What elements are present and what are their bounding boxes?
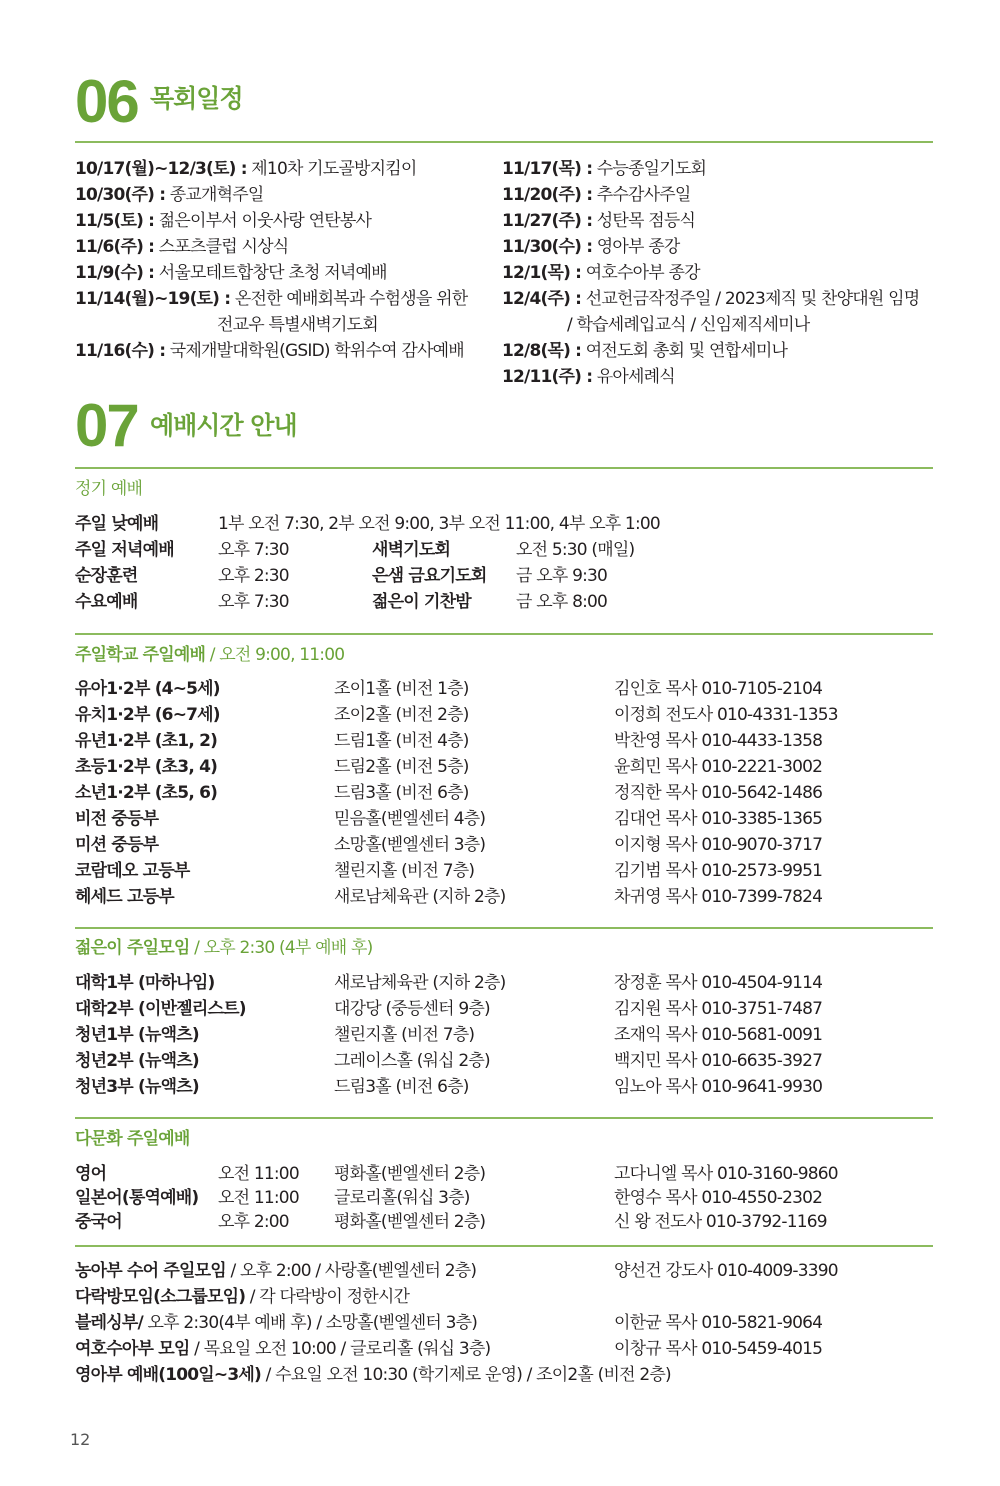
other-gathering-contact: 이한균 목사 010-5821-9064 — [614, 1313, 823, 1333]
table-row-place: 챌린지홀 (비전 7층) — [334, 1025, 475, 1045]
schedule-event: 전교우 특별새벽기도회 — [217, 315, 378, 335]
other-gathering-name: 여호수아부 모임 — [75, 1339, 190, 1359]
schedule-event: 수능종일기도회 — [592, 159, 707, 179]
schedule-date: 11/27(주) : — [502, 211, 593, 231]
regular-service-time: 오전 5:30 (매일) — [516, 540, 635, 560]
schedule-date: 11/5(토) : — [75, 211, 155, 231]
multicultural-heading-title: 다문화 주일예배 — [75, 1129, 190, 1149]
section-07-number: 07 — [75, 392, 138, 459]
schedule-date: 11/14(월)~19(토) : — [75, 289, 231, 309]
multicultural-language: 일본어(통역예배) — [75, 1188, 199, 1208]
schedule-item — [75, 338, 464, 364]
sunday-school-heading-time: / 오전 9:00, 11:00 — [205, 645, 345, 665]
regular-service-name: 수요예배 — [75, 592, 138, 612]
multicultural-place: 평화홀(벧엘센터 2층) — [334, 1212, 486, 1232]
table-row-place: 새로남체육관 (지하 2층) — [334, 973, 506, 993]
sunday-school-heading-title: 주일학교 주일예배 — [75, 645, 206, 665]
other-gathering-item — [75, 1312, 477, 1334]
multicultural-contact: 고다니엘 목사 010-3160-9860 — [614, 1164, 838, 1184]
other-gathering-name: 다락방모임(소그룹모임) — [75, 1287, 246, 1307]
table-row-contact: 조재익 목사 010-5681-0091 — [614, 1025, 823, 1045]
other-gathering-item — [75, 1286, 409, 1308]
regular-row1-value: 1부 오전 7:30, 2부 오전 9:00, 3부 오전 11:00, 4부 오후 1:00 — [218, 514, 660, 534]
regular-row1-label: 주일 낮예배 — [75, 514, 159, 534]
table-row-group: 소년1·2부 (초5, 6) — [75, 783, 218, 803]
table-row-place: 그레이스홀 (워십 2층) — [334, 1051, 490, 1071]
schedule-event: 종교개혁주일 — [165, 185, 264, 205]
table-row-group: 청년3부 (뉴액츠) — [75, 1077, 199, 1097]
regular-service-name: 순장훈련 — [75, 566, 138, 586]
schedule-event: 유아세례식 — [592, 367, 675, 387]
regular-service-time: 오후 7:30 — [218, 592, 289, 612]
schedule-date: 10/17(월)~12/3(토) : — [75, 159, 247, 179]
regular-service-name: 은샘 금요기도회 — [372, 566, 487, 586]
regular-service-time: 금 오후 9:30 — [516, 566, 608, 586]
schedule-event: 국제개발대학원(GSID) 학위수여 감사예배 — [165, 341, 464, 361]
multicultural-time: 오전 11:00 — [218, 1164, 299, 1184]
table-row-group: 초등1·2부 (초3, 4) — [75, 757, 218, 777]
schedule-item — [567, 312, 809, 338]
table-row-place: 대강당 (중등센터 9층) — [334, 999, 490, 1019]
table-row-group: 유아1·2부 (4~5세) — [75, 679, 220, 699]
sunday-school-rule — [75, 927, 933, 929]
table-row-group: 대학1부 (마하나임) — [75, 973, 215, 993]
schedule-item — [502, 234, 680, 260]
table-row-contact: 백지민 목사 010-6635-3927 — [614, 1051, 823, 1071]
table-row-group: 헤세드 고등부 — [75, 887, 174, 907]
sunday-school-heading — [75, 644, 344, 666]
multicultural-contact: 한영수 목사 010-4550-2302 — [614, 1188, 823, 1208]
regular-service-time: 오후 7:30 — [218, 540, 289, 560]
multicultural-time: 오전 11:00 — [218, 1188, 299, 1208]
other-gathering-item — [75, 1364, 671, 1386]
other-gathering-detail: / 각 다락방이 정한시간 — [245, 1287, 410, 1307]
youth-heading-time: / 오후 2:30 (4부 예배 후) — [189, 938, 373, 958]
table-row-contact: 박찬영 목사 010-4433-1358 — [614, 731, 823, 751]
table-row-contact: 김기범 목사 010-2573-9951 — [614, 861, 823, 881]
regular-service-time: 오후 2:30 — [218, 566, 289, 586]
table-row-contact: 이정희 전도사 010-4331-1353 — [614, 705, 838, 725]
multicultural-language: 중국어 — [75, 1212, 122, 1232]
section-06-title: 목회일정 — [150, 84, 243, 113]
table-row-contact: 임노아 목사 010-9641-9930 — [614, 1077, 823, 1097]
regular-service-name: 새벽기도회 — [372, 540, 451, 560]
table-row-contact: 김인호 목사 010-7105-2104 — [614, 679, 823, 699]
schedule-event: / 학습세례입교식 / 신임제직세미나 — [567, 315, 810, 335]
table-row-group: 유년1·2부 (초1, 2) — [75, 731, 218, 751]
table-row-place: 소망홀(벧엘센터 3층) — [334, 835, 486, 855]
schedule-date: 12/1(목) : — [502, 263, 582, 283]
table-row-group: 대학2부 (이반젤리스트) — [75, 999, 246, 1019]
schedule-date: 11/17(목) : — [502, 159, 593, 179]
table-row-group: 비전 중등부 — [75, 809, 159, 829]
schedule-date: 12/8(목) : — [502, 341, 582, 361]
section-06-number: 06 — [75, 68, 138, 135]
schedule-date: 11/6(주) : — [75, 237, 155, 257]
table-row-contact: 장정훈 목사 010-4504-9114 — [614, 973, 823, 993]
schedule-event: 선교헌금작정주일 / 2023제직 및 찬양대원 임명 — [581, 289, 920, 309]
schedule-item — [502, 208, 695, 234]
table-row-place: 드림3홀 (비전 6층) — [334, 783, 469, 803]
schedule-event: 온전한 예배회복과 수험생을 위한 — [230, 289, 468, 309]
table-row-contact: 김대언 목사 010-3385-1365 — [614, 809, 823, 829]
schedule-item — [502, 182, 691, 208]
table-row-contact: 윤희민 목사 010-2221-3002 — [614, 757, 823, 777]
schedule-item — [75, 156, 417, 182]
section-06-rule — [75, 141, 933, 143]
schedule-event: 제10차 기도골방지킴이 — [246, 159, 417, 179]
schedule-item — [75, 260, 387, 286]
multicultural-time: 오후 2:00 — [218, 1212, 289, 1232]
multicultural-rule — [75, 1245, 933, 1247]
other-gathering-item — [75, 1260, 476, 1282]
schedule-item — [502, 364, 675, 390]
other-gathering-name: 농아부 수어 주일모임 — [75, 1261, 226, 1281]
schedule-event: 젊은이부서 이웃사랑 연탄봉사 — [154, 211, 372, 231]
schedule-event: 서울모테트합창단 초청 저녁예배 — [154, 263, 387, 283]
schedule-event: 성탄목 점등식 — [592, 211, 696, 231]
table-row-group: 청년2부 (뉴액츠) — [75, 1051, 199, 1071]
table-row-place: 조이2홀 (비전 2층) — [334, 705, 469, 725]
schedule-item — [502, 338, 787, 364]
table-row-contact: 이지형 목사 010-9070-3717 — [614, 835, 823, 855]
regular-worship-heading: 정기 예배 — [75, 479, 143, 499]
regular-service-name: 주일 저녁예배 — [75, 540, 174, 560]
table-row-group: 미션 중등부 — [75, 835, 159, 855]
multicultural-language: 영어 — [75, 1164, 107, 1184]
schedule-date: 10/30(주) : — [75, 185, 166, 205]
other-gathering-detail: 오후 2:30(4부 예배 후) / 소망홀(벧엘센터 3층) — [142, 1313, 478, 1333]
schedule-item — [75, 234, 288, 260]
schedule-event: 스포츠클럽 시상식 — [154, 237, 289, 257]
table-row-place: 챌린지홀 (비전 7층) — [334, 861, 475, 881]
table-row-place: 드림1홀 (비전 4층) — [334, 731, 469, 751]
schedule-item — [75, 286, 467, 312]
regular-service-name: 젊은이 기찬밤 — [372, 592, 471, 612]
table-row-place: 새로남체육관 (지하 2층) — [334, 887, 506, 907]
table-row-place: 드림3홀 (비전 6층) — [334, 1077, 469, 1097]
multicultural-contact: 신 왕 전도사 010-3792-1169 — [614, 1212, 827, 1232]
schedule-date: 11/16(수) : — [75, 341, 166, 361]
schedule-item — [75, 208, 371, 234]
youth-heading — [75, 937, 372, 959]
other-gathering-contact: 이창규 목사 010-5459-4015 — [614, 1339, 823, 1359]
schedule-event: 여호수아부 종강 — [581, 263, 700, 283]
other-gathering-item — [75, 1338, 490, 1360]
other-gathering-contact: 양선건 강도사 010-4009-3390 — [614, 1261, 838, 1281]
multicultural-place: 평화홀(벧엘센터 2층) — [334, 1164, 486, 1184]
regular-service-time: 금 오후 8:00 — [516, 592, 608, 612]
schedule-item — [502, 156, 706, 182]
schedule-item — [217, 312, 378, 338]
section-07-rule — [75, 467, 933, 469]
table-row-contact: 김지원 목사 010-3751-7487 — [614, 999, 823, 1019]
table-row-contact: 정직한 목사 010-5642-1486 — [614, 783, 823, 803]
youth-heading-title: 젊은이 주일모임 — [75, 938, 190, 958]
page-number: 12 — [70, 1430, 91, 1449]
multicultural-heading — [75, 1128, 189, 1150]
table-row-group: 청년1부 (뉴액츠) — [75, 1025, 199, 1045]
schedule-date: 11/20(주) : — [502, 185, 593, 205]
other-gathering-name: 영아부 예배(100일~3세) — [75, 1365, 261, 1385]
table-row-place: 조이1홀 (비전 1층) — [334, 679, 469, 699]
table-row-place: 믿음홀(벧엘센터 4층) — [334, 809, 486, 829]
schedule-date: 11/30(수) : — [502, 237, 593, 257]
table-row-place: 드림2홀 (비전 5층) — [334, 757, 469, 777]
youth-rule — [75, 1117, 933, 1119]
other-gathering-detail: / 오후 2:00 / 사랑홀(벧엘센터 2층) — [225, 1261, 477, 1281]
table-row-group: 유치1·2부 (6~7세) — [75, 705, 220, 725]
multicultural-place: 글로리홀(워십 3층) — [334, 1188, 470, 1208]
regular-rule — [75, 633, 933, 635]
schedule-event: 영아부 종강 — [592, 237, 680, 257]
section-07-title: 예배시간 안내 — [150, 411, 297, 440]
schedule-item — [502, 286, 919, 312]
other-gathering-detail: / 수요일 오전 10:30 (학기제로 운영) / 조이2홀 (비전 2층) — [260, 1365, 671, 1385]
table-row-contact: 차귀영 목사 010-7399-7824 — [614, 887, 823, 907]
schedule-date: 12/11(주) : — [502, 367, 593, 387]
schedule-event: 추수감사주일 — [592, 185, 691, 205]
other-gathering-detail: / 목요일 오전 10:00 / 글로리홀 (워십 3층) — [189, 1339, 491, 1359]
schedule-event: 여전도회 총회 및 연합세미나 — [581, 341, 788, 361]
schedule-date: 11/9(수) : — [75, 263, 155, 283]
schedule-item — [502, 260, 700, 286]
schedule-item — [75, 182, 264, 208]
schedule-date: 12/4(주) : — [502, 289, 582, 309]
table-row-group: 코람데오 고등부 — [75, 861, 190, 881]
other-gathering-name: 블레싱부/ — [75, 1313, 143, 1333]
